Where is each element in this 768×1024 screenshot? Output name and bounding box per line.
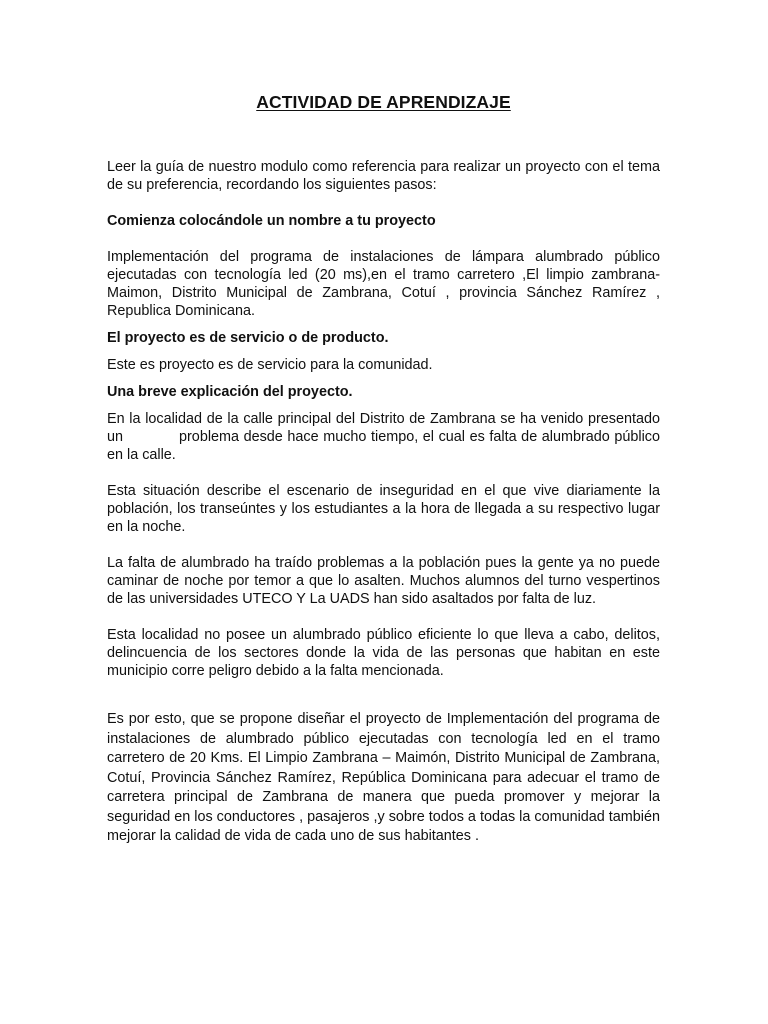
explanation-paragraph-1 <box>107 410 660 464</box>
explanation-paragraph-1-end: problema desde hace mucho tiempo, el cual es falta de alumbrado público en la calle. <box>107 429 660 463</box>
explanation-paragraph-2: Esta situación describe el escenario de inseguridad en el que vive diariamente la población, los transeúntes y los estudiantes a la hora de llegada a su respectivo lugar en la noche. <box>107 483 660 535</box>
explanation-paragraph-1-start: En la localidad de la calle principal del Distrito de Zambrana se ha venido presentado un <box>107 411 660 445</box>
document-page <box>107 92 660 847</box>
explanation-paragraph-5: Es por esto, que se propone diseñar el proyecto de Implementación del programa de instalaciones de alumbrado público ejecutadas con tecnología led en el tramo carretero de 20 Kms. El Limpio Zambrana – Maimón, Distrito Municipal de Zambrana, Cotuí, Provincia Sánchez Ramírez, República Dominicana para adecuar el tramo de carretera principal de Zambrana de manera que pueda promover y mejorar la seguridad en los conductores , pasajeros ,y sobre todos a todas la comunidad también mejorar la calidad de vida de cada uno de sus habitantes . <box>107 711 660 844</box>
project-type-heading: El proyecto es de servicio o de producto. <box>107 330 389 346</box>
document-title: ACTIVIDAD DE APRENDIZAJE <box>256 92 511 112</box>
project-name-heading: Comienza colocándole un nombre a tu proyecto <box>107 213 436 229</box>
explanation-paragraph-4: Esta localidad no posee un alumbrado público eficiente lo que lleva a cabo, delitos, delincuencia de los sectores donde la vida de las personas que habitan en este municipio corre peligro debido a la falta mencionada. <box>107 627 660 679</box>
project-name-text: Implementación del programa de instalaciones de lámpara alumbrado público ejecutadas con tecnología led (20 ms),en el tramo carretero ,El limpio zambrana-Maimon, Distrito Municipal de Zambrana, Cotuí , provincia Sánchez Ramírez , Republica Dominicana. <box>107 249 660 319</box>
explanation-heading: Una breve explicación del proyecto. <box>107 384 353 400</box>
explanation-paragraph-3: La falta de alumbrado ha traído problemas a la población pues la gente ya no puede caminar de noche por temor a que lo asalten. Muchos alumnos del turno vespertinos de las universidades UTECO Y La UADS han sido asaltados por falta de luz. <box>107 555 660 607</box>
project-type-text: Este es proyecto es de servicio para la comunidad. <box>107 357 433 373</box>
intro-paragraph: Leer la guía de nuestro modulo como referencia para realizar un proyecto con el tema de su preferencia, recordando los siguientes pasos: <box>107 159 660 193</box>
